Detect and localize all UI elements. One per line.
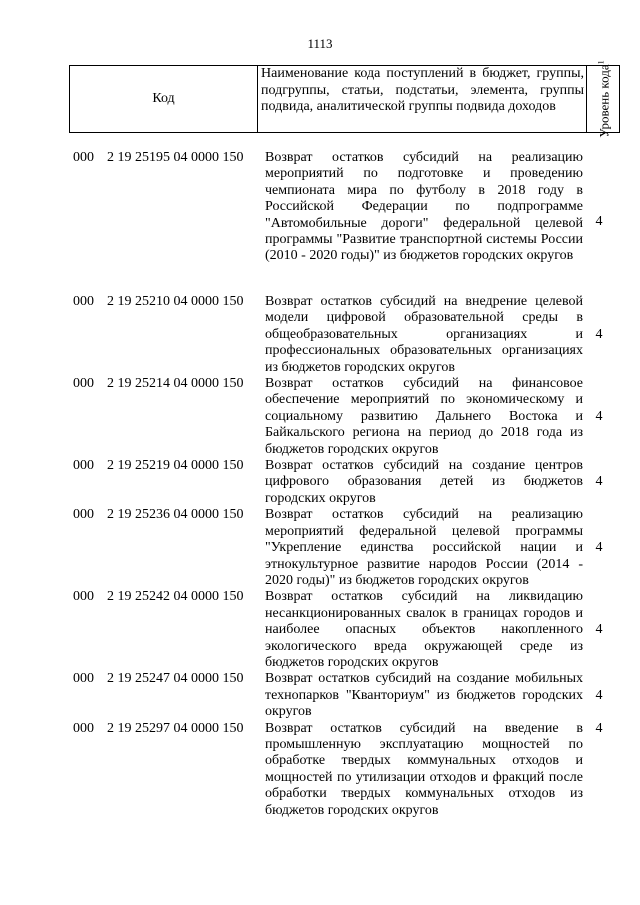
code-level: 4 [595,720,603,736]
income-code: 2 19 25210 04 0000 150 [107,294,244,309]
income-code: 2 19 25214 04 0000 150 [107,376,244,392]
table-row [73,376,613,458]
codes-table [73,150,613,819]
admin-code: 000 [73,150,94,165]
code-level: 4 [595,687,603,703]
income-code: 2 19 25236 04 0000 150 [107,507,244,523]
income-name: Возврат остатков субсидий на финансовое обеспечение мероприятий по экономическому и социальному развитию Дальнего Востока и Байкальского региона на период до 2018 года из бюджетов городских округов [265,376,583,457]
admin-code: 000 [73,376,94,392]
income-code: 2 19 25195 04 0000 150 [107,150,244,165]
admin-code: 000 [73,720,94,736]
table-row [73,671,613,720]
income-code: 2 19 25219 04 0000 150 [107,458,244,474]
code-level: 4 [595,213,603,229]
admin-code: 000 [73,294,94,309]
income-code: 2 19 25297 04 0000 150 [107,720,244,736]
table-row [73,589,613,671]
header-level-label [594,60,611,137]
income-name: Возврат остатков субсидий на реализацию мероприятий по подготовке и проведению чемпионата мира по футболу в 2018 году в Российской Федерации по подпрограмме "Автомобильные дороги" федеральной целевой программы "Развитие транспортной системы России (2010 - 2020 годы)" из бюджетов городских округов [265,150,583,264]
admin-code: 000 [73,507,94,523]
income-name: Возврат остатков субсидий на введение в промышленную эксплуатацию мощностей по обработке твердых коммунальных отходов и мощностей по утилизации отходов и фракций после обработки твердых коммунальных отходов из бюджетов городских округов [265,720,583,818]
admin-code: 000 [73,589,94,605]
page-number: 1113 [307,36,333,51]
code-level: 4 [595,540,603,556]
income-name: Возврат остатков субсидий на создание центров цифрового образования детей из бюджетов городских округов [265,458,583,506]
code-level: 4 [595,474,603,490]
income-name: Возврат остатков субсидий на внедрение целевой модели цифровой образовательной среды в общеобразовательных организациях и профессиональных образовательных организациях из бюджетов городских округов [265,294,583,375]
admin-code: 000 [73,671,94,687]
header-name-label: Наименование кода поступлений в бюджет, группы, подгруппы, статьи, подстатьи, элемента, группы подвида, аналитической группы подвида доходов [258,66,587,133]
table-header [69,60,620,138]
code-level: 4 [595,408,603,424]
table-row [73,721,613,819]
income-name: Возврат остатков субсидий на реализацию мероприятий федеральной целевой программы "Укрепление единства российской нации и этнокультурное развитие народов России (2014 - 2020 годы)" из бюджетов городских округов [265,507,583,588]
table-row [73,507,613,589]
income-name: Возврат остатков субсидий на ликвидацию несанкционированных свалок в границах городов и наиболее опасных объектов накопленного экологического вреда окружающей среде из бюджетов городских округов [265,589,583,670]
code-level: 4 [595,326,603,342]
admin-code: 000 [73,458,94,474]
code-level: 4 [595,622,603,638]
income-name: Возврат остатков субсидий на создание мобильных технопарков "Кванториум" из бюджетов городских округов [265,671,583,720]
table-row [73,294,613,376]
header-level-cell [587,60,620,138]
header-code-label: Код [70,66,258,133]
income-code: 2 19 25242 04 0000 150 [107,589,244,605]
header-level-footnote: 1 [596,60,606,65]
header-level-text: Уровень кода [596,64,612,138]
table-row [73,458,613,507]
table-row [73,150,613,294]
income-code: 2 19 25247 04 0000 150 [107,671,244,687]
